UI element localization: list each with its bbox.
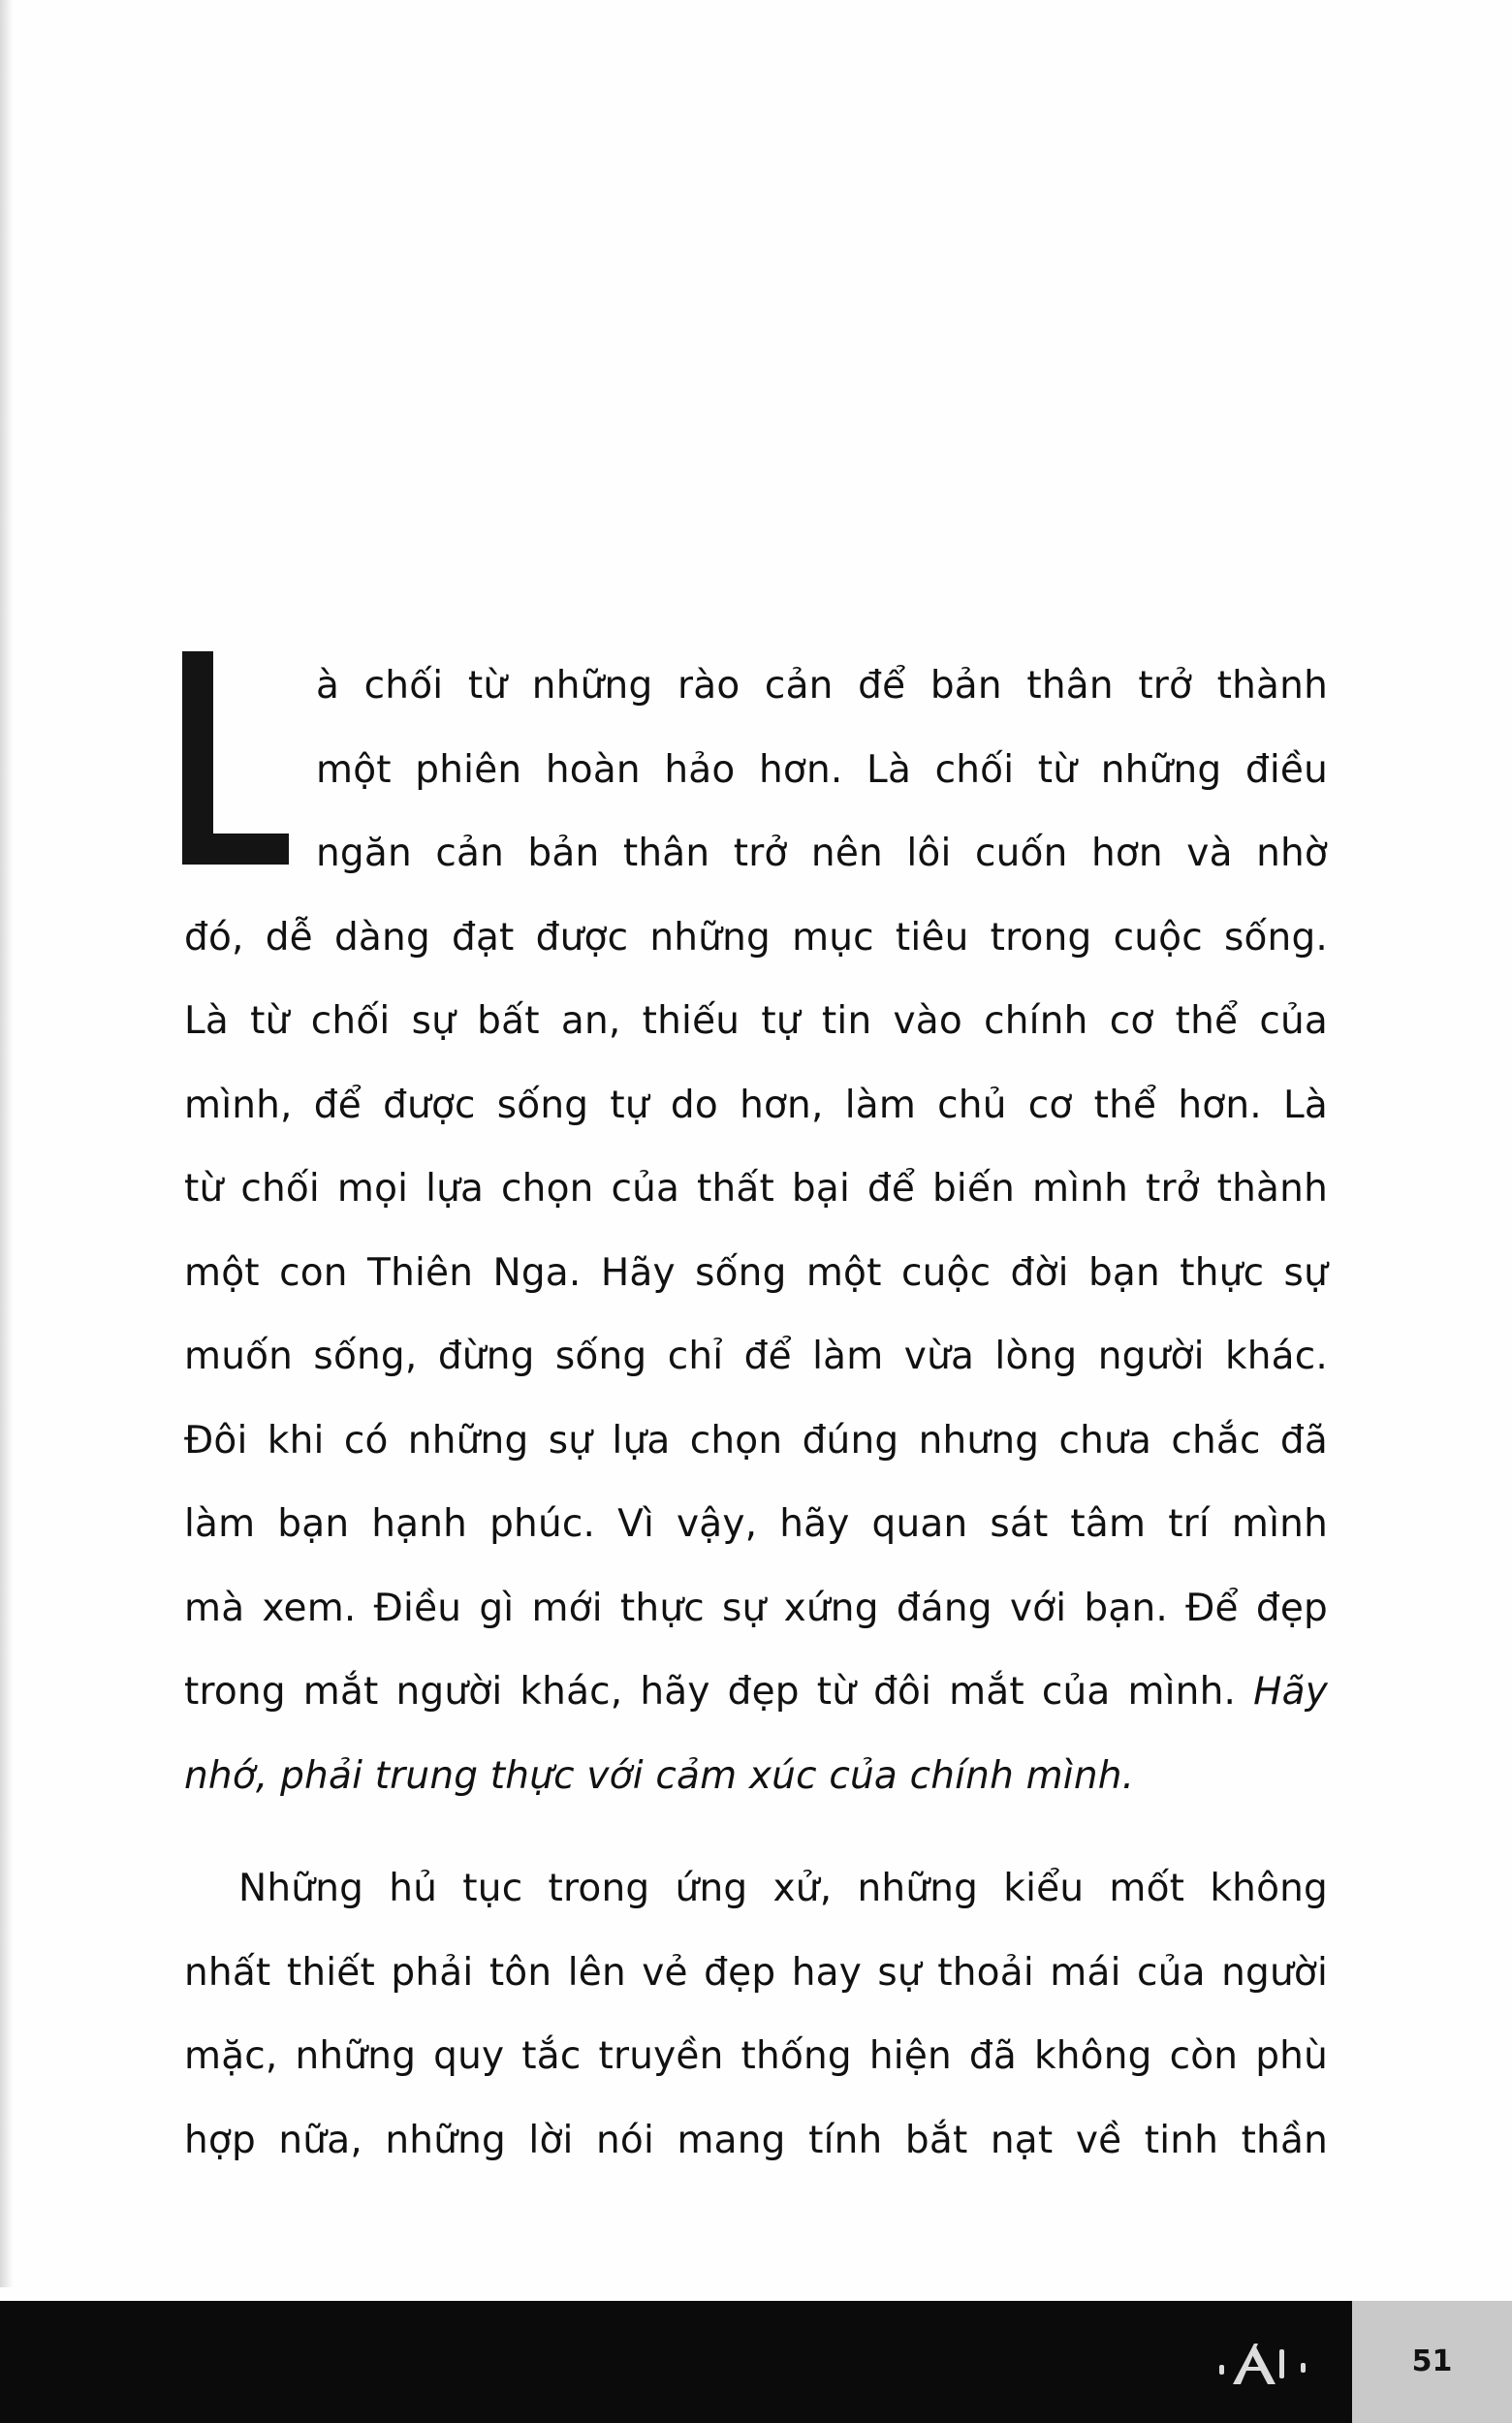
paragraph-line: mặc, những quy tắc truyền thống hiện đã không còn phù <box>184 2034 1328 2078</box>
paragraph-line: Là từ chối sự bất an, thiếu tự tin vào chính cơ thể của <box>184 999 1328 1043</box>
crown-ornament-icon <box>1212 2338 1318 2396</box>
paragraph-line: mà xem. Điều gì mới thực sự xứng đáng với bạn. Để đẹp <box>184 1586 1328 1630</box>
paragraph-line-mixed <box>184 1651 1328 1735</box>
spine-shadow <box>0 0 14 2287</box>
body-text <box>184 645 1328 2183</box>
paragraph-gap <box>184 1818 1328 1847</box>
italic-emphasis: nhớ, phải trung thực với cảm xúc của chính mình. <box>184 1753 1135 1798</box>
paragraph-line: ngăn cản bản thân trở nên lôi cuốn hơn và nhờ <box>316 832 1328 875</box>
paragraph-line: một con Thiên Nga. Hãy sống một cuộc đời bạn thực sự <box>184 1250 1328 1295</box>
paragraph-line: Những hủ tục trong ứng xử, những kiểu mốt không <box>238 1867 1328 1910</box>
paragraph-line: đó, dễ dàng đạt được những mục tiêu trong cuộc sống. <box>184 915 1328 960</box>
paragraph-line: từ chối mọi lựa chọn của thất bại để biến mình trở thành <box>184 1167 1328 1211</box>
paragraph-line: à chối từ những rào cản để bản thân trở thành <box>316 664 1328 708</box>
italic-line <box>184 1735 1328 1819</box>
paragraph-line-text: trong mắt người khác, hãy đẹp từ đôi mắt của mình. <box>184 1670 1237 1714</box>
paragraph-line: làm bạn hạnh phúc. Vì vậy, hãy quan sát tâm trí mình <box>184 1502 1328 1546</box>
footer-bar <box>0 2301 1352 2423</box>
paragraph-line: nhất thiết phải tôn lên vẻ đẹp hay sự thoải mái của người <box>184 1950 1328 1995</box>
paragraph-line: Đôi khi có những sự lựa chọn đúng nhưng chưa chắc đã <box>184 1418 1328 1463</box>
paragraph-line: hợp nữa, những lời nói mang tính bắt nạt về tinh thần <box>184 2118 1328 2162</box>
italic-emphasis: Hãy <box>1253 1670 1328 1714</box>
paragraph-line: muốn sống, đừng sống chỉ để làm vừa lòng người khác. <box>184 1335 1328 1378</box>
paragraph-line: mình, để được sống tự do hơn, làm chủ cơ thể hơn. Là <box>184 1083 1328 1127</box>
paragraph-line: một phiên hoàn hảo hơn. Là chối từ những điều <box>316 747 1328 792</box>
page-number: 51 <box>1411 2344 1453 2378</box>
